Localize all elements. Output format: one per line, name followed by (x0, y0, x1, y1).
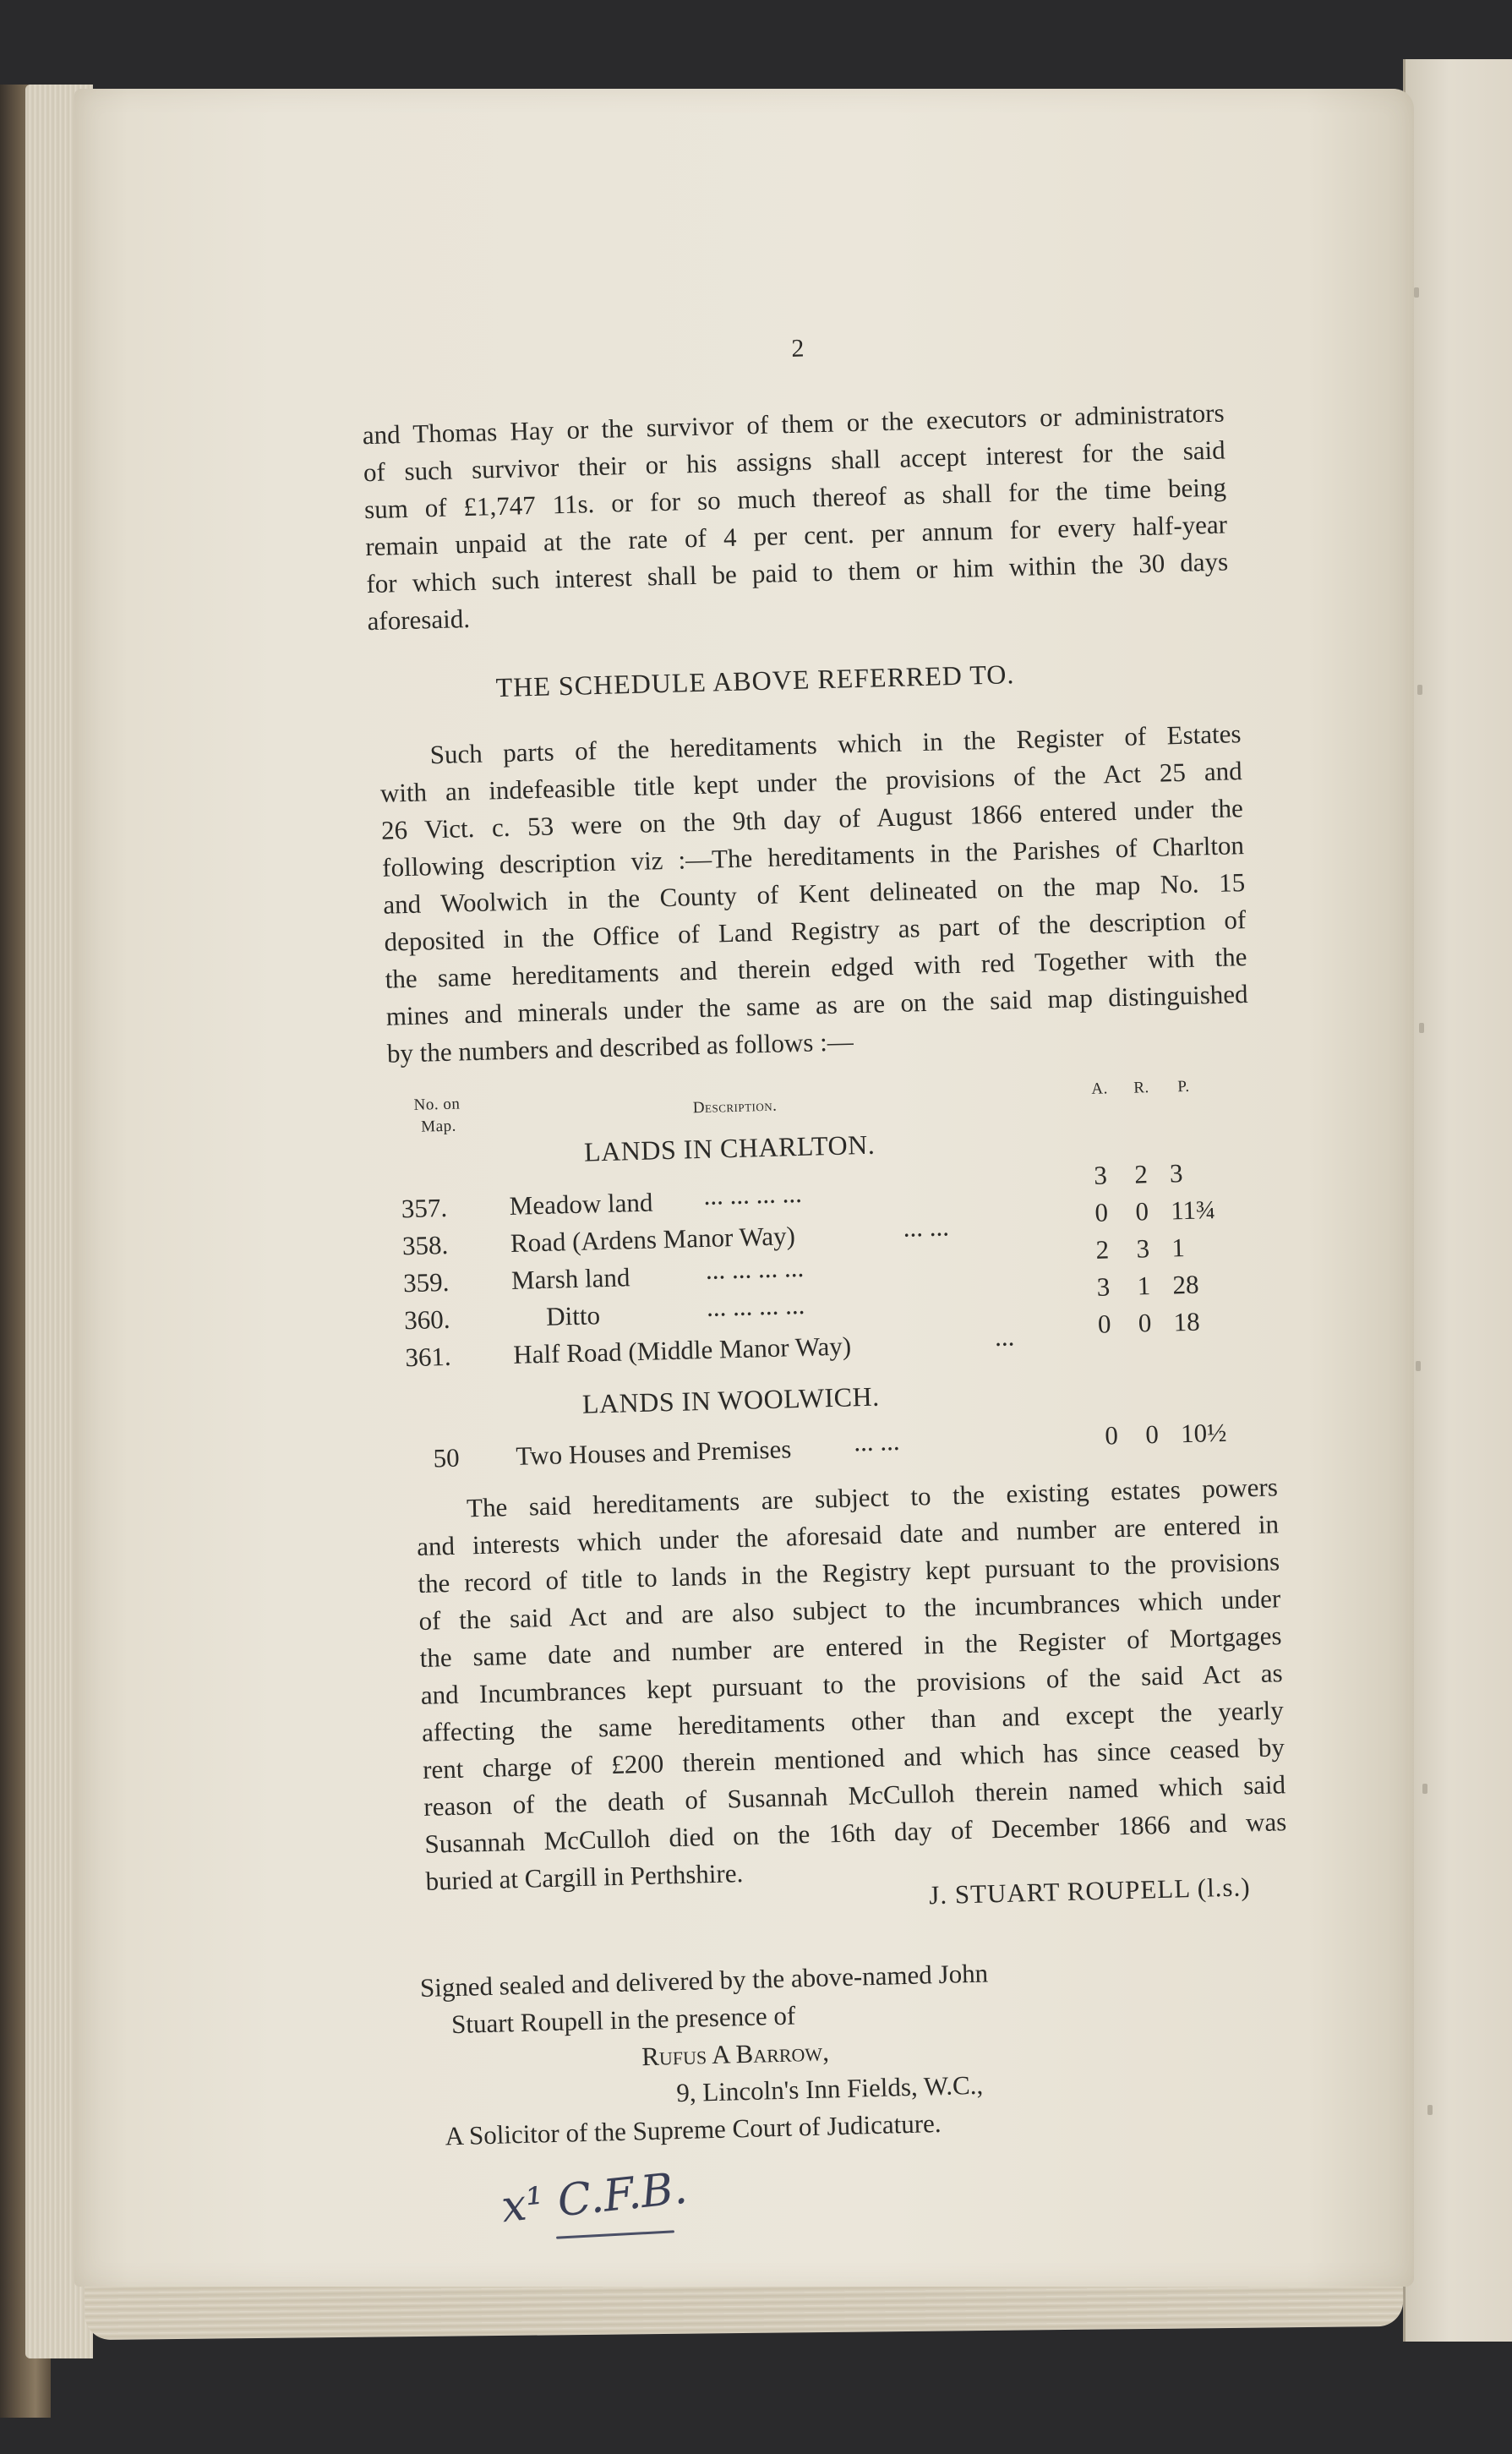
text-line: reason of the death of Susannah McCulloh therein named which said (423, 1769, 1286, 1822)
text-line: aforesaid. (367, 603, 471, 637)
column-header-perches: P. (1177, 1077, 1190, 1096)
map-number: 359. (402, 1266, 450, 1298)
text-line: and Incumbrances kept pursuant to the provisions of the said Act as (420, 1658, 1283, 1710)
acres-value: 3 (1096, 1271, 1111, 1302)
perches-value: 1 (1171, 1232, 1186, 1263)
woolwich-heading: LANDS IN WOOLWICH. (581, 1380, 881, 1419)
acres-value: 0 (1094, 1197, 1109, 1227)
witness-address: 9, Lincoln's Inn Fields, W.C., (675, 2069, 984, 2108)
roods-value: 1 (1137, 1271, 1151, 1301)
acres-value: 3 (1093, 1160, 1108, 1190)
text-line: mines and minerals under the same as are on the said map distinguished (385, 979, 1248, 1031)
map-number: 358. (401, 1229, 449, 1261)
leader-dots: ... (994, 1321, 1015, 1352)
perches-value: 3 (1169, 1158, 1183, 1189)
leader-dots: ... ... ... ... (706, 1289, 805, 1322)
text-line: rent charge of £200 therein mentioned and which has since ceased by (422, 1732, 1285, 1784)
attestation-line: Signed sealed and delivered by the above-named John (419, 1958, 989, 2003)
text-line: and Woolwich in the County of Kent delineated on the map No. 15 (382, 867, 1246, 920)
text-line: The said hereditaments are subject to the existing estates powers (466, 1472, 1279, 1523)
map-number: 361. (404, 1341, 452, 1373)
leader-dots: ... ... (903, 1211, 950, 1243)
roods-value: 0 (1138, 1308, 1152, 1338)
row-description: Two Houses and Premises (516, 1434, 792, 1471)
row-description: Ditto (545, 1300, 601, 1331)
text-line: Such parts of the hereditaments which in the Register of Estates (429, 719, 1242, 770)
map-number: 50 (433, 1442, 460, 1473)
page-number: 2 (790, 334, 805, 363)
roods-value: 2 (1133, 1159, 1149, 1189)
text-line: with an indefeasible title kept under the provisions of the Act 25 and (379, 756, 1243, 808)
leader-dots: ... ... (853, 1425, 900, 1457)
column-header-roods: R. (1133, 1079, 1150, 1097)
text-line: and Thomas Hay or the survivor of them or the executors or administrators (362, 397, 1225, 451)
perches-value: 28 (1172, 1269, 1199, 1300)
text-line: and interests which under the aforesaid date and number are entered in (416, 1509, 1280, 1561)
column-header-description: Description. (692, 1096, 778, 1118)
text-line: the same hereditaments and therein edged with red Together with the (385, 942, 1247, 994)
row-description: Road (Ardens Manor Way) (510, 1221, 796, 1258)
map-number: 357. (401, 1192, 448, 1224)
text-line: of such survivor their or his assigns shall accept interest for the said (363, 435, 1226, 488)
text-line: sum of £1,747 11s. or for so much thereof as shall for the time being (363, 472, 1227, 525)
leader-dots: ... ... ... ... (703, 1178, 803, 1211)
witness-name: Rufus A Barrow, (641, 2036, 830, 2072)
text-line: Susannah McCulloh died on the 16th day of December 1866 and was (424, 1806, 1287, 1859)
roods-value: 0 (1144, 1418, 1160, 1450)
handwritten-annotation: x¹ C.F.B. (499, 2162, 690, 2233)
perches-value: 11¾ (1170, 1194, 1216, 1226)
witness-title: A Solicitor of the Supreme Court of Judicature. (445, 2107, 942, 2151)
schedule-heading: THE SCHEDULE ABOVE REFERRED TO. (495, 659, 1015, 703)
text-line: following description viz :—The hereditaments in the Parishes of Charlton (381, 830, 1245, 883)
text-line: the same date and number are entered in the Register of Mortgages (419, 1621, 1282, 1673)
text-line: remain unpaid at the rate of 4 per cent. per annum for every half-year (364, 509, 1228, 562)
acres-value: 2 (1095, 1234, 1110, 1265)
perches-value: 18 (1173, 1306, 1201, 1337)
text-line: deposited in the Office of Land Registry as part of the description of (384, 905, 1247, 957)
text-line: for which such interest shall be paid to them or him within the 30 days (365, 546, 1229, 599)
intro-paragraph (66, 67, 1405, 637)
attestation-line: Stuart Roupell in the presence of (450, 2000, 796, 2040)
roods-value: 0 (1134, 1196, 1149, 1227)
text-line: affecting the same hereditaments other than and except the yearly (421, 1695, 1285, 1747)
text-line: 26 Vict. c. 53 were on the 9th day of August 1866 entered under the (380, 793, 1244, 845)
row-description: Meadow land (509, 1187, 653, 1221)
column-header-no-2: Map. (421, 1117, 457, 1136)
map-number: 360. (403, 1304, 450, 1336)
column-header-acres: A. (1091, 1079, 1109, 1098)
document-page (74, 89, 1414, 2287)
acres-value: 0 (1104, 1420, 1119, 1451)
text-line: of the said Act and are also subject to the incumbrances which under (418, 1583, 1281, 1636)
signature-line: J. STUART ROUPELL (l.s.) (928, 1872, 1251, 1910)
row-description: Half Road (Middle Manor Way) (512, 1331, 852, 1369)
text-line: the record of title to lands in the Registry kept pursuant to the provisions (417, 1546, 1280, 1599)
text-line: buried at Cargill in Perthshire. (425, 1858, 744, 1896)
row-description: Marsh land (510, 1262, 630, 1295)
charlton-heading: LANDS IN CHARLTON. (583, 1129, 876, 1167)
roods-value: 3 (1136, 1233, 1150, 1264)
perches-value: 10½ (1180, 1417, 1227, 1449)
acres-value: 0 (1097, 1309, 1111, 1339)
column-header-no: No. on (413, 1095, 461, 1114)
text-line: by the numbers and described as follows :— (386, 1026, 854, 1069)
leader-dots: ... ... ... ... (705, 1252, 805, 1285)
